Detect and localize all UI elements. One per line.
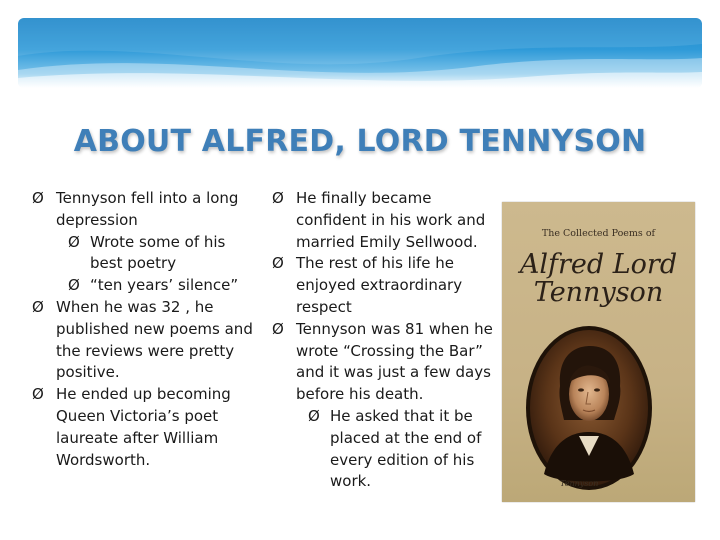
arrow-bullet-icon: Ø <box>272 189 284 207</box>
bullet-item <box>32 384 257 471</box>
bullet-item <box>32 188 257 232</box>
header-banner <box>18 18 702 88</box>
tennyson-portrait <box>524 324 654 492</box>
book-title-line1: Alfred Lord <box>519 249 678 280</box>
bullet-text: “ten years’ silence” <box>90 276 239 295</box>
arrow-bullet-icon: Ø <box>68 276 80 295</box>
bullet-text: Wrote some of his best poetry <box>90 232 226 273</box>
book-subtitle: The Collected Poems of <box>541 228 656 239</box>
bullet-text: Tennyson was 81 when he wrote “Crossing the Bar” and it was just a few days before his death. <box>296 319 493 404</box>
author-signature: Tennyson <box>560 479 599 488</box>
arrow-bullet-icon: Ø <box>32 189 44 207</box>
bullet-item <box>272 253 498 318</box>
sub-bullet-item <box>272 406 498 493</box>
bullet-text: The rest of his life he enjoyed extraordinary respect <box>296 254 463 316</box>
bullet-text: He finally became confident in his work and married Emily Sellwood. <box>296 189 486 251</box>
right-column <box>272 188 498 493</box>
bullet-text: He ended up becoming Queen Victoria’s poet laureate after William Wordsworth. <box>56 385 231 469</box>
arrow-bullet-icon: Ø <box>308 406 320 425</box>
bullet-text: When he was 32 , he published new poems and the reviews were pretty positive. <box>56 297 253 382</box>
book-cover-image <box>502 202 695 502</box>
banner-wave-decoration <box>18 18 702 88</box>
bullet-text: He asked that it be placed at the end of every edition of his work. <box>330 406 482 491</box>
arrow-bullet-icon: Ø <box>32 297 44 316</box>
sub-bullet-item <box>32 275 257 297</box>
arrow-bullet-icon: Ø <box>272 319 284 338</box>
book-title-line2: Tennyson <box>533 277 664 308</box>
sub-bullet-item <box>32 232 257 276</box>
arrow-bullet-icon: Ø <box>272 254 284 273</box>
bullet-text: Tennyson fell into a long depression <box>56 189 239 229</box>
arrow-bullet-icon: Ø <box>68 232 80 251</box>
bullet-item <box>272 188 498 253</box>
left-column <box>32 188 257 471</box>
bullet-item <box>32 297 257 384</box>
bullet-item <box>272 319 498 406</box>
slide-title: ABOUT ALFRED, LORD TENNYSON <box>73 124 647 159</box>
arrow-bullet-icon: Ø <box>32 385 44 404</box>
